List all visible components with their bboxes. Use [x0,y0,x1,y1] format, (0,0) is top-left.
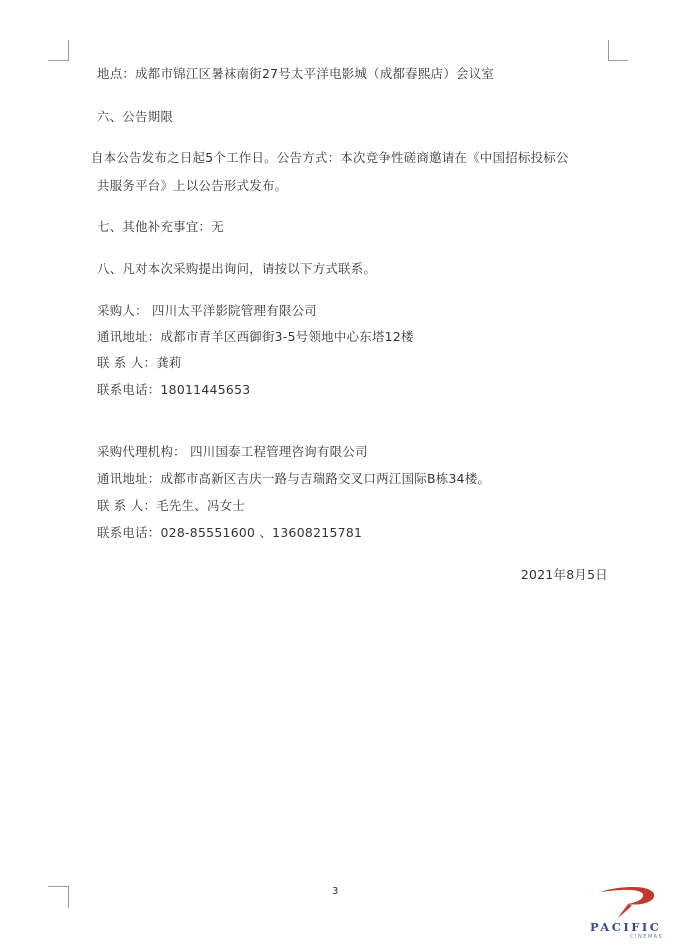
location-line: 地点：成都市锦江区暑袜南街27号太平洋电影城（成都春熙店）会议室 [97,66,495,81]
purchaser-phone: 联系电话：18011445653 [97,382,251,397]
purchaser-contact: 联 系 人：龚莉 [97,355,182,370]
logo-swoosh-icon [600,887,654,905]
crop-mark-bottom-left-h [48,886,68,887]
crop-mark-top-right-v [608,40,609,61]
section-6-body-line-1: 自本公告发布之日起5个工作日。公告方式：本次竞争性磋商邀请在《中国招标投标公 [91,150,569,165]
agency-address: 通讯地址：成都市高新区吉庆一路与吉瑞路交叉口两江国际B栋34楼。 [97,471,491,486]
logo-text: PACIFIC [590,920,662,934]
logo-subtext: CINEMAS [630,934,664,940]
section-6-title: 六、公告期限 [97,109,174,124]
purchaser-address: 通讯地址：成都市青羊区西御街3-5号领地中心东塔12楼 [97,329,414,344]
purchaser-name: 采购人： 四川太平洋影院管理有限公司 [97,303,317,318]
section-6-body-line-2: 共服务平台》上以公告形式发布。 [97,178,288,193]
crop-mark-bottom-left-v [68,886,69,908]
section-7-line: 七、其他补充事宜：无 [97,219,224,234]
crop-mark-top-right-h [608,60,628,61]
agency-contact: 联 系 人：毛先生、冯女士 [97,498,246,513]
crop-mark-top-left-v [68,40,69,61]
logo-swoosh-stem-icon [618,904,632,918]
page-number: 3 [332,886,339,897]
agency-phone: 联系电话：028-85551600 、13608215781 [97,525,363,540]
agency-name: 采购代理机构： 四川国泰工程管理咨询有限公司 [97,444,368,459]
section-8-line: 八、凡对本次采购提出询问，请按以下方式联系。 [97,261,377,276]
crop-mark-top-left-h [48,60,68,61]
document-date: 2021年8月5日 [520,567,608,582]
